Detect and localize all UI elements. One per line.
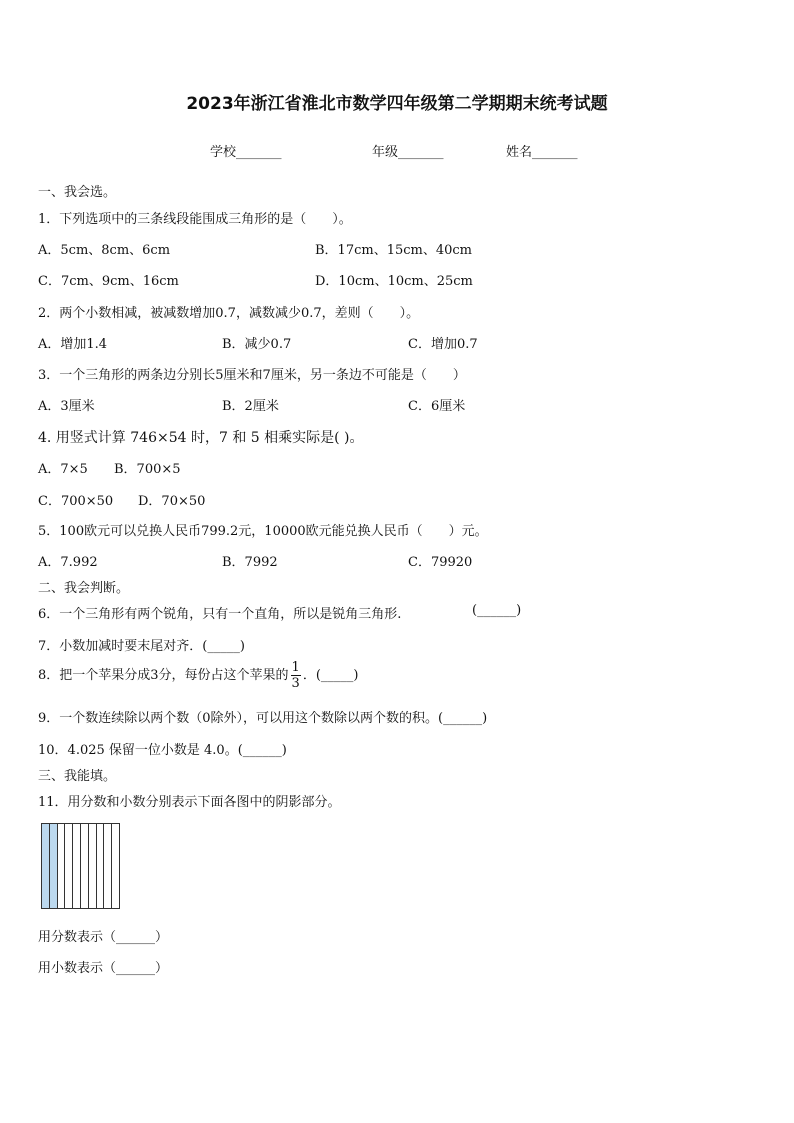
question-10-stem: 10．4.025 保留一位小数是 4.0。(______): [38, 743, 287, 758]
grade-field: 年级_______: [372, 145, 444, 160]
question-5-option-a: A．7.992: [38, 555, 98, 570]
question-4-option-b: B．700×5: [114, 462, 181, 477]
question-2-stem: 2．两个小数相减，被减数增加0.7，减数减少0.7，差则（ ）。: [38, 306, 420, 321]
question-3-option-b: B．2厘米: [222, 399, 279, 414]
question-5-option-b: B．7992: [222, 555, 278, 570]
fraction-numerator: 1: [291, 660, 300, 675]
question-9-stem: 9．一个数连续除以两个数（0除外），可以用这个数除以两个数的积。(______): [38, 711, 488, 726]
question-6-blank: (______): [472, 603, 522, 618]
question-4-option-a: A．7×5: [38, 462, 88, 477]
question-6-stem: 6．一个三角形有两个锐角，只有一个直角，所以是锐角三角形.: [38, 607, 402, 622]
grid-column: [104, 824, 112, 908]
section-heading-3: 三、我能填。: [38, 769, 117, 784]
question-1-option-b: B．17cm、15cm、40cm: [315, 243, 473, 258]
question-3-stem: 3．一个三角形的两条边分别长5厘米和7厘米，另一条边不可能是（ ）: [38, 368, 466, 383]
grid-column: [81, 824, 89, 908]
question-8-stem: [38, 660, 358, 691]
shaded-column: [50, 824, 58, 908]
question-4-option-d: D．70×50: [138, 494, 206, 509]
question-4-option-c: C．700×50: [38, 494, 114, 509]
grid-column: [58, 824, 66, 908]
name-field: 姓名_______: [506, 145, 578, 160]
grid-column: [112, 824, 119, 908]
section-heading-1: 一、我会选。: [38, 185, 117, 200]
question-8-text: 8．把一个苹果分成3分，每份占这个苹果的: [38, 668, 289, 683]
question-2-option-b: B．减少0.7: [222, 337, 292, 352]
question-1-option-a: A．5cm、8cm、6cm: [38, 243, 171, 258]
fraction-answer-line: 用分数表示（______）: [38, 930, 169, 945]
question-11-stem: 11．用分数和小数分别表示下面各图中的阴影部分。: [38, 795, 341, 810]
question-3-option-a: A．3厘米: [38, 399, 95, 414]
fraction-denominator: 3: [291, 676, 300, 691]
question-2-option-a: A．增加1.4: [38, 337, 108, 352]
question-3-option-c: C．6厘米: [408, 399, 466, 414]
question-1-option-c: C．7cm、9cm、16cm: [38, 274, 179, 289]
question-5-stem: 5．100欧元可以兑换人民币799.2元，10000欧元能兑换人民币（ ）元。: [38, 524, 488, 539]
question-2-option-c: C．增加0.7: [408, 337, 478, 352]
question-4-stem: 4. 用竖式计算 746×54 时，7 和 5 相乘实际是( )。: [38, 430, 364, 446]
question-7-stem: 7．小数加减时要末尾对齐．(_____): [38, 639, 245, 654]
fraction-one-third: [291, 660, 301, 691]
question-5-option-c: C．79920: [408, 555, 473, 570]
page-title: 2023年浙江省淮北市数学四年级第二学期期末统考试题: [186, 94, 608, 114]
grid-column: [73, 824, 81, 908]
shaded-grid-figure: [41, 823, 120, 909]
section-heading-2: 二、我会判断。: [38, 581, 130, 596]
grid-column: [89, 824, 97, 908]
shaded-column: [42, 824, 50, 908]
question-1-option-d: D．10cm、10cm、25cm: [315, 274, 473, 289]
grid-column: [97, 824, 105, 908]
grid-column: [65, 824, 73, 908]
decimal-answer-line: 用小数表示（______）: [38, 961, 169, 976]
question-1-stem: 1．下列选项中的三条线段能围成三角形的是（ ）。: [38, 212, 352, 227]
question-8-blank: ．(_____): [302, 668, 359, 683]
school-field: 学校_______: [210, 145, 282, 160]
